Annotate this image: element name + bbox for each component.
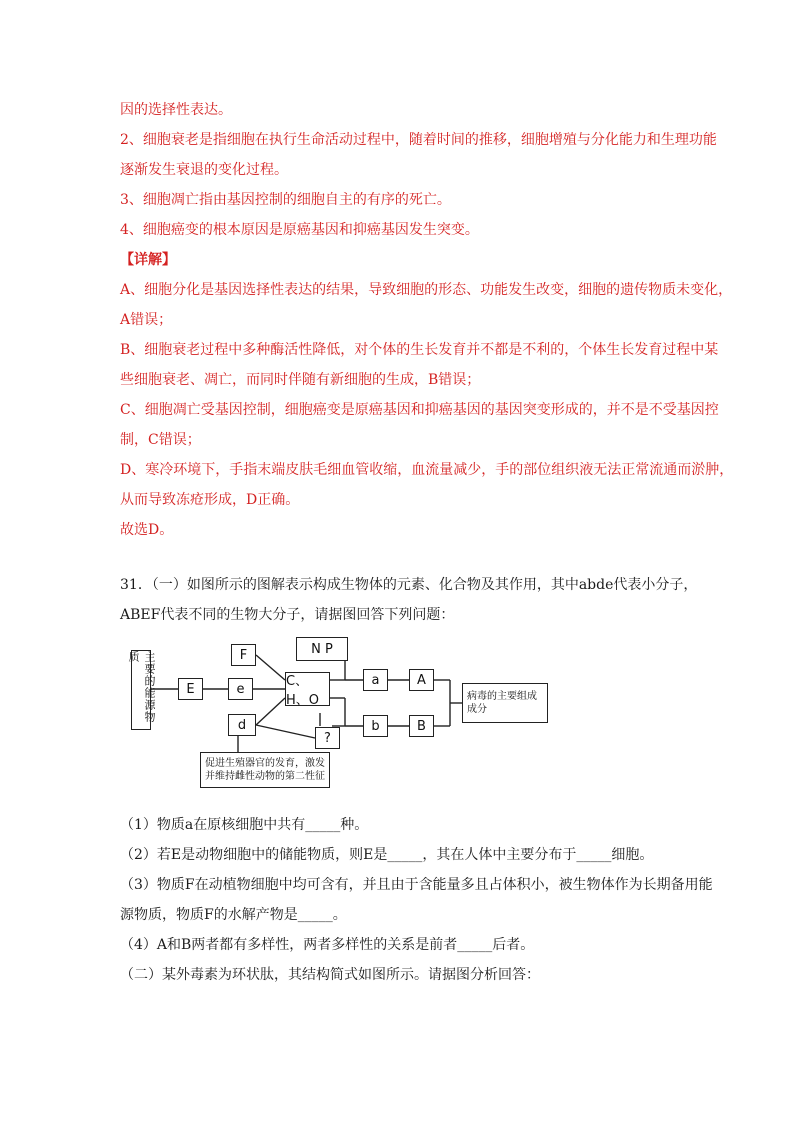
question-item: （4）A和B两者都有多样性，两者多样性的关系是前者_____后者。 <box>120 937 535 953</box>
text-line: D、寒冷环境下，手指末端皮肤毛细血管收缩，血流量减少，手的部位组织液无法正常流通而淤肿， <box>120 462 734 478</box>
box-F: F <box>231 644 256 666</box>
text-line: A错误； <box>120 312 173 328</box>
text-line: 逐渐发生衰退的变化过程。 <box>120 162 288 178</box>
text-line: 从而导致冻疮形成，D正确。 <box>120 492 300 508</box>
box-A: A <box>409 669 434 691</box>
question-stem: ABEF代表不同的生物大分子，请据图回答下列问题： <box>120 607 455 623</box>
text-line: 些细胞衰老、凋亡，而同时伴随有新细胞的生成，B错误； <box>120 372 481 388</box>
question-item: （二）某外毒素为环状肽，其结构简式如图所示。请据图分析回答： <box>120 967 540 983</box>
virus-component-box: 病毒的主要组成成分 <box>462 683 548 723</box>
question-stem: 31．（一）如图所示的图解表示构成生物体的元素、化合物及其作用，其中abde代表小分子， <box>120 577 698 593</box>
question-item: 源物质，物质F的水解产物是_____。 <box>120 907 347 923</box>
question-item: （2）若E是动物细胞中的储能物质，则E是_____，其在人体中主要分布于_____细胞。 <box>120 847 654 863</box>
box-E: E <box>178 678 203 700</box>
concept-diagram <box>120 632 560 800</box>
text-line: A、细胞分化是基因选择性表达的结果，导致细胞的形态、功能发生改变，细胞的遗传物质未变化， <box>120 282 733 298</box>
box-b: b <box>363 715 388 737</box>
main-energy-box: 主要的能源物质 <box>131 650 151 730</box>
question-item: （1）物质a在原核细胞中共有_____种。 <box>120 817 369 833</box>
question-item: （3）物质F在动植物细胞中均可含有，并且由于含能量多且占体积小，被生物体作为长期备用能 <box>120 877 713 893</box>
box-a: a <box>363 669 388 691</box>
box-np: N P <box>296 637 348 661</box>
box-chno: C、H、O <box>285 672 330 706</box>
box-d: d <box>228 714 256 736</box>
text-line: B、细胞衰老过程中多种酶活性降低，对个体的生长发育并不都是不利的，个体生长发育过程中某 <box>120 342 719 358</box>
section-heading: 【详解】 <box>120 252 176 268</box>
box-question: ? <box>315 727 340 749</box>
text-line: 3、细胞凋亡指由基因控制的细胞自主的有序的死亡。 <box>120 192 451 208</box>
text-line: 因的选择性表达。 <box>120 102 232 118</box>
box-B: B <box>409 715 434 737</box>
text-line: 4、细胞癌变的根本原因是原癌基因和抑癌基因发生突变。 <box>120 222 479 238</box>
text-line: 制，C错误； <box>120 432 201 448</box>
text-line: 2、细胞衰老是指细胞在执行生命活动过程中，随着时间的推移，细胞增殖与分化能力和生理功能 <box>120 132 717 148</box>
text-line: C、细胞凋亡受基因控制，细胞癌变是原癌基因和抑癌基因的基因突变形成的，并不是不受基因控 <box>120 402 719 418</box>
box-e: e <box>228 678 253 700</box>
sex-hormone-box: 促进生殖器官的发育，激发并维持雌性动物的第二性征 <box>200 752 330 788</box>
text-line: 故选D。 <box>120 522 174 538</box>
